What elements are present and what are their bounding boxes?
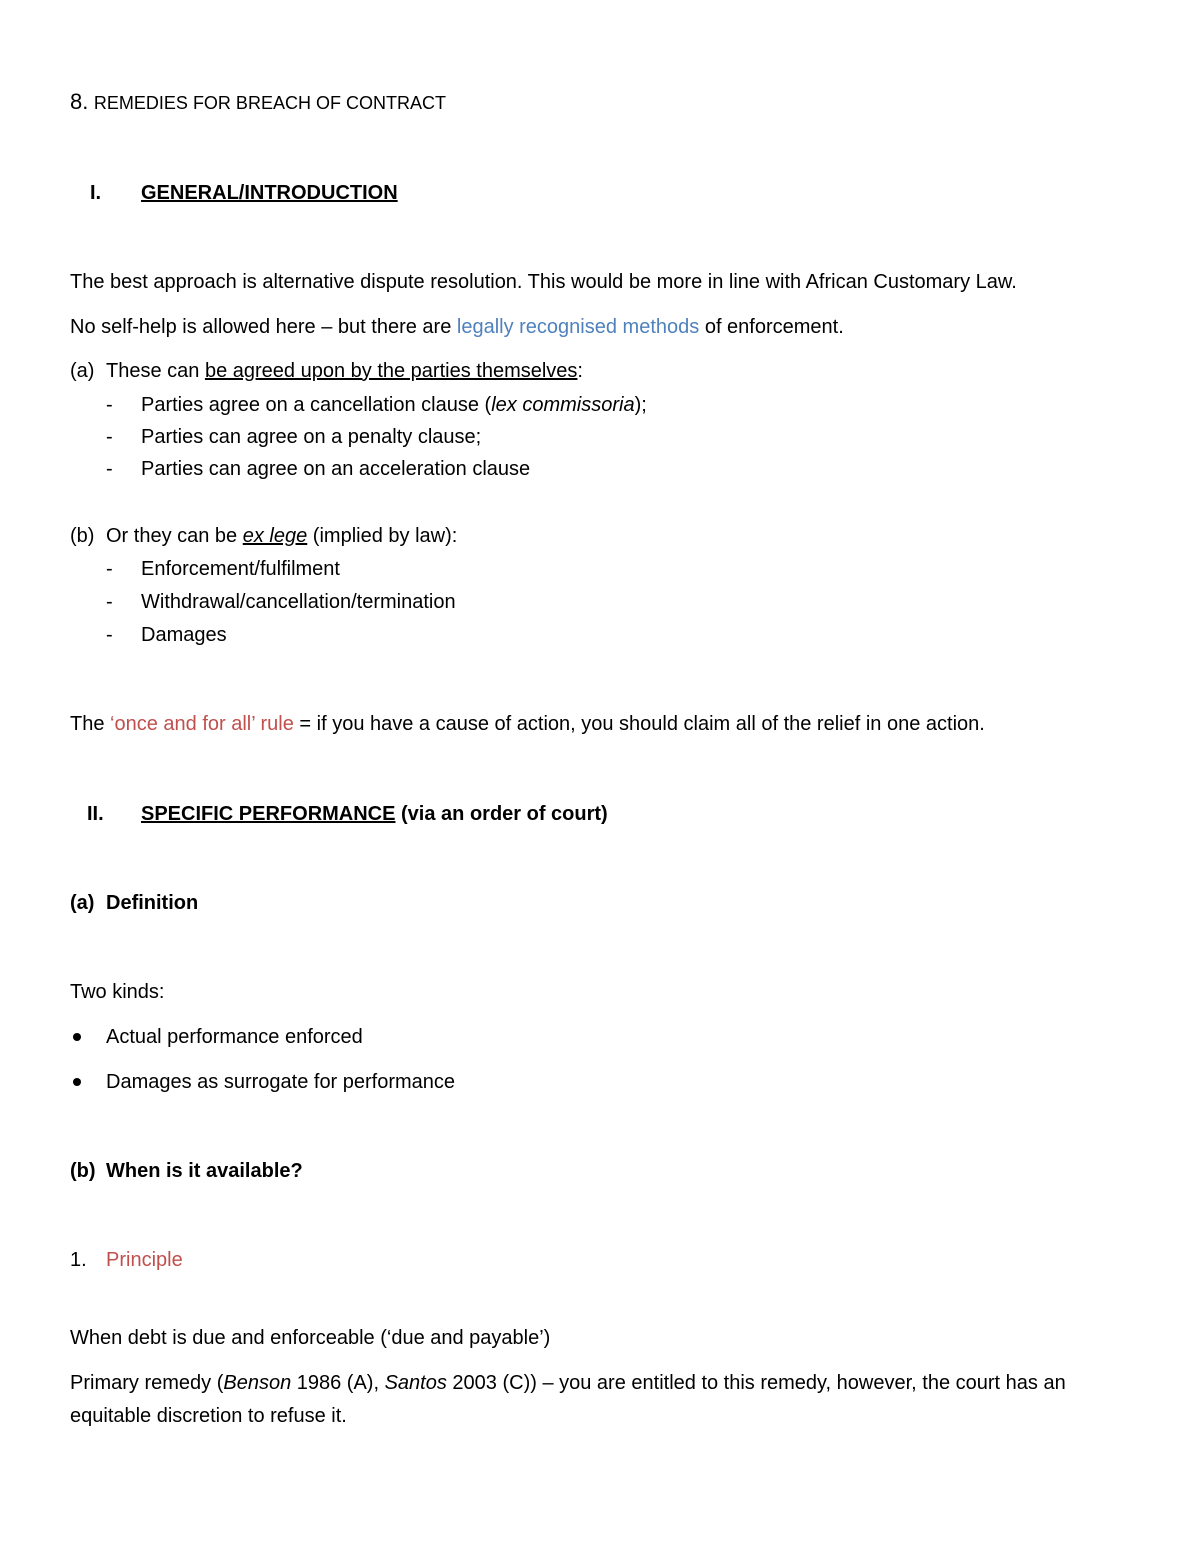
heading-title: REMEDIES FOR BREACH OF CONTRACT bbox=[93, 93, 446, 113]
list-a-intro bbox=[106, 359, 583, 383]
list-a-item-1 bbox=[141, 393, 647, 417]
list-b-item-2: Withdrawal/cancellation/termination bbox=[141, 591, 456, 613]
bullet-icon bbox=[73, 1078, 81, 1086]
list-a-marker: (a) bbox=[70, 360, 95, 382]
self-help-text-end: of enforcement. bbox=[699, 316, 844, 338]
list-b-dash-2: - bbox=[106, 591, 113, 613]
list-b-intro bbox=[106, 524, 457, 548]
section-2-suffix: (via an order of court) bbox=[395, 803, 608, 825]
due-and-payable-line: When debt is due and enforceable (‘due and payable’) bbox=[70, 1327, 551, 1349]
section-1-title: GENERAL/INTRODUCTION bbox=[141, 182, 398, 204]
primary-text-3: 2003 (C)) – you are entitled to this remedy, however, the court has an bbox=[446, 1372, 1066, 1394]
list-a-intro-start: These can bbox=[106, 360, 205, 382]
section-2-title bbox=[141, 802, 608, 826]
case-benson: Benson bbox=[223, 1372, 292, 1394]
lex-commissoria-term: lex commissoria bbox=[491, 394, 635, 416]
sub-a-title: Definition bbox=[106, 892, 199, 914]
two-kinds-label: Two kinds: bbox=[70, 981, 165, 1003]
primary-text-1: Primary remedy ( bbox=[70, 1372, 224, 1394]
list-a-dash-1: - bbox=[106, 394, 113, 416]
rule-text-end: = if you have a cause of action, you should claim all of the relief in one action. bbox=[293, 713, 985, 735]
intro-paragraph: The best approach is alternative dispute resolution. This would be more in line with African Customary Law. bbox=[70, 271, 1017, 293]
list-a-intro-underlined: be agreed upon by the parties themselves bbox=[204, 360, 578, 382]
principle-number: 1. bbox=[70, 1249, 87, 1271]
bullet-icon bbox=[73, 1033, 81, 1041]
principle-title: Principle bbox=[106, 1249, 183, 1271]
list-b-dash-1: - bbox=[106, 558, 113, 580]
section-2-numeral: II. bbox=[87, 803, 104, 825]
list-b-item-1: Enforcement/fulfilment bbox=[141, 558, 340, 580]
list-a-item-1-end: ); bbox=[634, 394, 647, 416]
kind-item-2: Damages as surrogate for performance bbox=[106, 1071, 456, 1093]
document-heading bbox=[70, 90, 446, 115]
primary-remedy-line-2: equitable discretion to refuse it. bbox=[70, 1405, 347, 1427]
heading-number: 8. bbox=[70, 89, 89, 114]
ex-lege-term: ex lege bbox=[242, 525, 308, 547]
list-a-item-2: Parties can agree on a penalty clause; bbox=[141, 426, 482, 448]
list-a-dash-2: - bbox=[106, 426, 113, 448]
sub-a-marker: (a) bbox=[70, 892, 95, 914]
specific-performance-title: SPECIFIC PERFORMANCE bbox=[141, 803, 396, 825]
self-help-text-start: No self-help is allowed here – but there are bbox=[70, 316, 457, 338]
list-a-item-1-start: Parties agree on a cancellation clause ( bbox=[141, 394, 492, 416]
case-santos: Santos bbox=[384, 1372, 447, 1394]
list-a-dash-3: - bbox=[106, 458, 113, 480]
list-b-intro-end: (implied by law): bbox=[307, 525, 458, 547]
list-b-marker: (b) bbox=[70, 525, 95, 547]
once-and-for-all-highlight: ‘once and for all’ rule bbox=[110, 713, 294, 735]
section-1-numeral: I. bbox=[90, 182, 102, 204]
list-b-item-3: Damages bbox=[141, 624, 227, 646]
once-and-for-all-rule bbox=[70, 712, 985, 736]
legally-recognised-methods-highlight: legally recognised methods bbox=[456, 316, 700, 338]
primary-remedy-line-1 bbox=[70, 1371, 1066, 1395]
rule-text-start: The bbox=[70, 713, 111, 735]
sub-b-title: When is it available? bbox=[106, 1160, 303, 1182]
kind-item-1: Actual performance enforced bbox=[106, 1026, 363, 1048]
list-b-dash-3: - bbox=[106, 624, 113, 646]
self-help-paragraph bbox=[70, 315, 844, 339]
list-a-intro-end: : bbox=[577, 360, 583, 382]
list-a-item-3: Parties can agree on an acceleration clause bbox=[141, 458, 531, 480]
primary-text-2: 1986 (A), bbox=[291, 1372, 385, 1394]
list-b-intro-start: Or they can be bbox=[106, 525, 243, 547]
sub-b-marker: (b) bbox=[70, 1160, 96, 1182]
